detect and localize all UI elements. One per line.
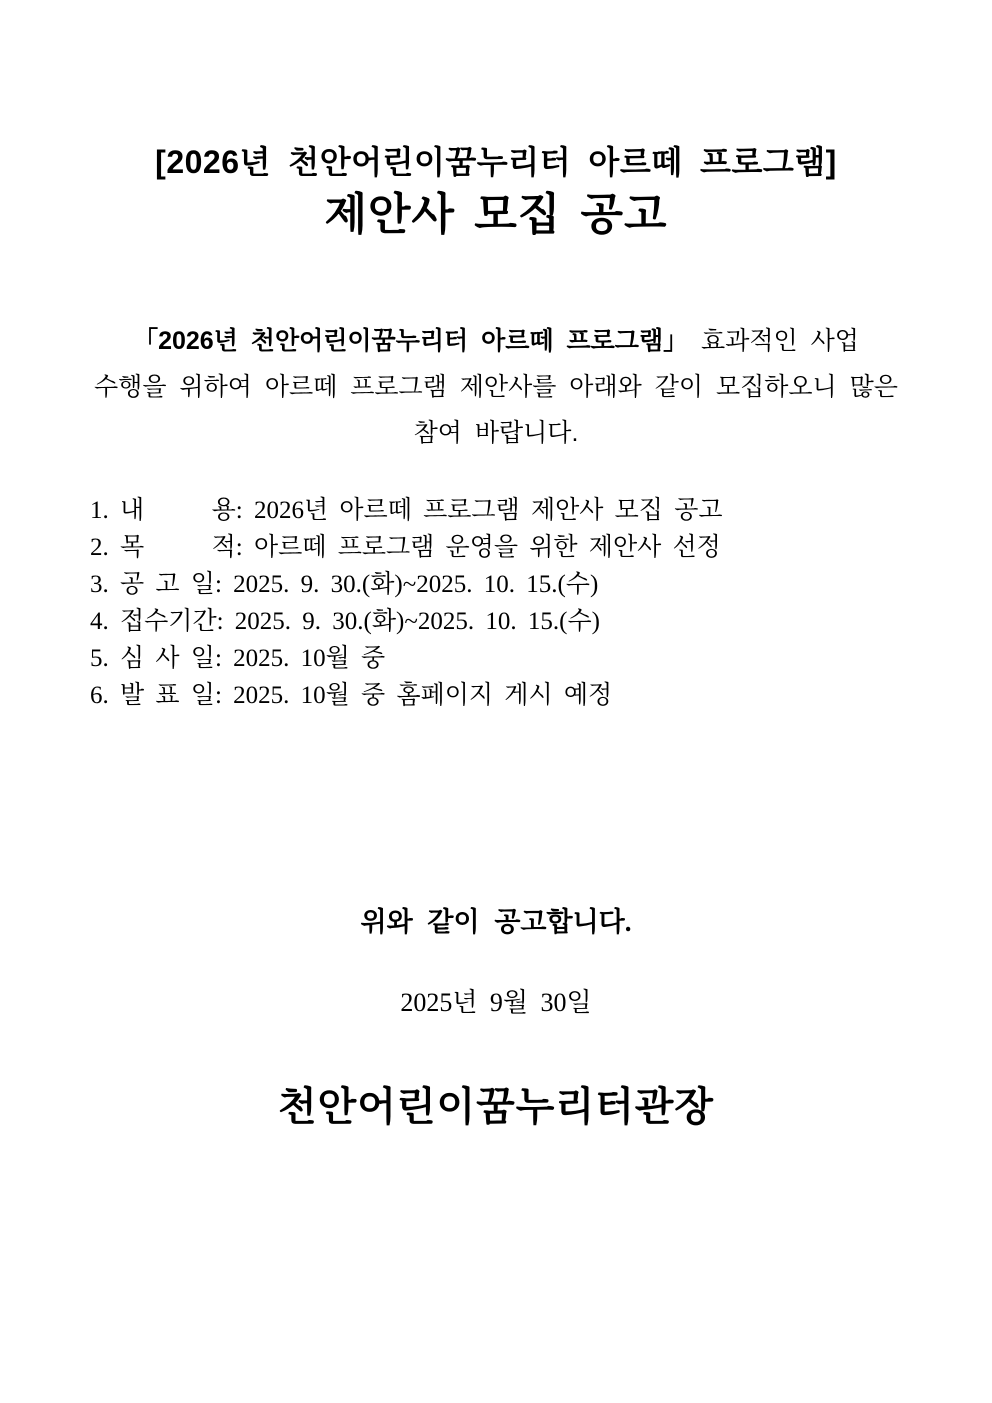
intro-line-1-rest: 효과적인 사업 — [688, 327, 859, 355]
notice-title — [0, 142, 992, 241]
intro-line-1 — [70, 318, 922, 364]
detail-item-content: 1. 내 용: 2026년 아르떼 프로그램 제안사 모집 공고 — [90, 497, 723, 524]
detail-item-review-date: 5. 심 사 일: 2025. 10월 중 — [90, 645, 386, 672]
detail-item-apply-period: 4. 접수기간: 2025. 9. 30.(화)~2025. 10. 15.(수) — [90, 608, 600, 635]
intro-paragraph — [70, 318, 922, 456]
notice-title-line2: 제안사 모집 공고 — [324, 190, 668, 239]
intro-program-name: 「2026년 천안어린이꿈누리터 아르떼 프로그램」 — [133, 327, 689, 355]
notice-date: 2025년 9월 30일 — [400, 988, 592, 1017]
detail-item-purpose: 2. 목 적: 아르떼 프로그램 운영을 위한 제안사 선정 — [90, 534, 721, 561]
intro-line-2: 수행을 위하여 아르떼 프로그램 제안사를 아래와 같이 모집하오니 많은 — [94, 373, 898, 401]
details-list — [90, 492, 952, 714]
detail-item-announce-date: 6. 발 표 일: 2025. 10월 중 홈페이지 게시 예정 — [90, 682, 613, 709]
notice-title-line1: [2026년 천안어린이꿈누리터 아르떼 프로그램] — [155, 144, 837, 180]
intro-line-3: 참여 바랍니다. — [413, 419, 579, 447]
closing-statement: 위와 같이 공고합니다. — [360, 907, 632, 937]
detail-item-notice-date: 3. 공 고 일: 2025. 9. 30.(화)~2025. 10. 15.(수) — [90, 571, 599, 598]
signature-director: 천안어린이꿈누리터관장 — [277, 1085, 715, 1129]
